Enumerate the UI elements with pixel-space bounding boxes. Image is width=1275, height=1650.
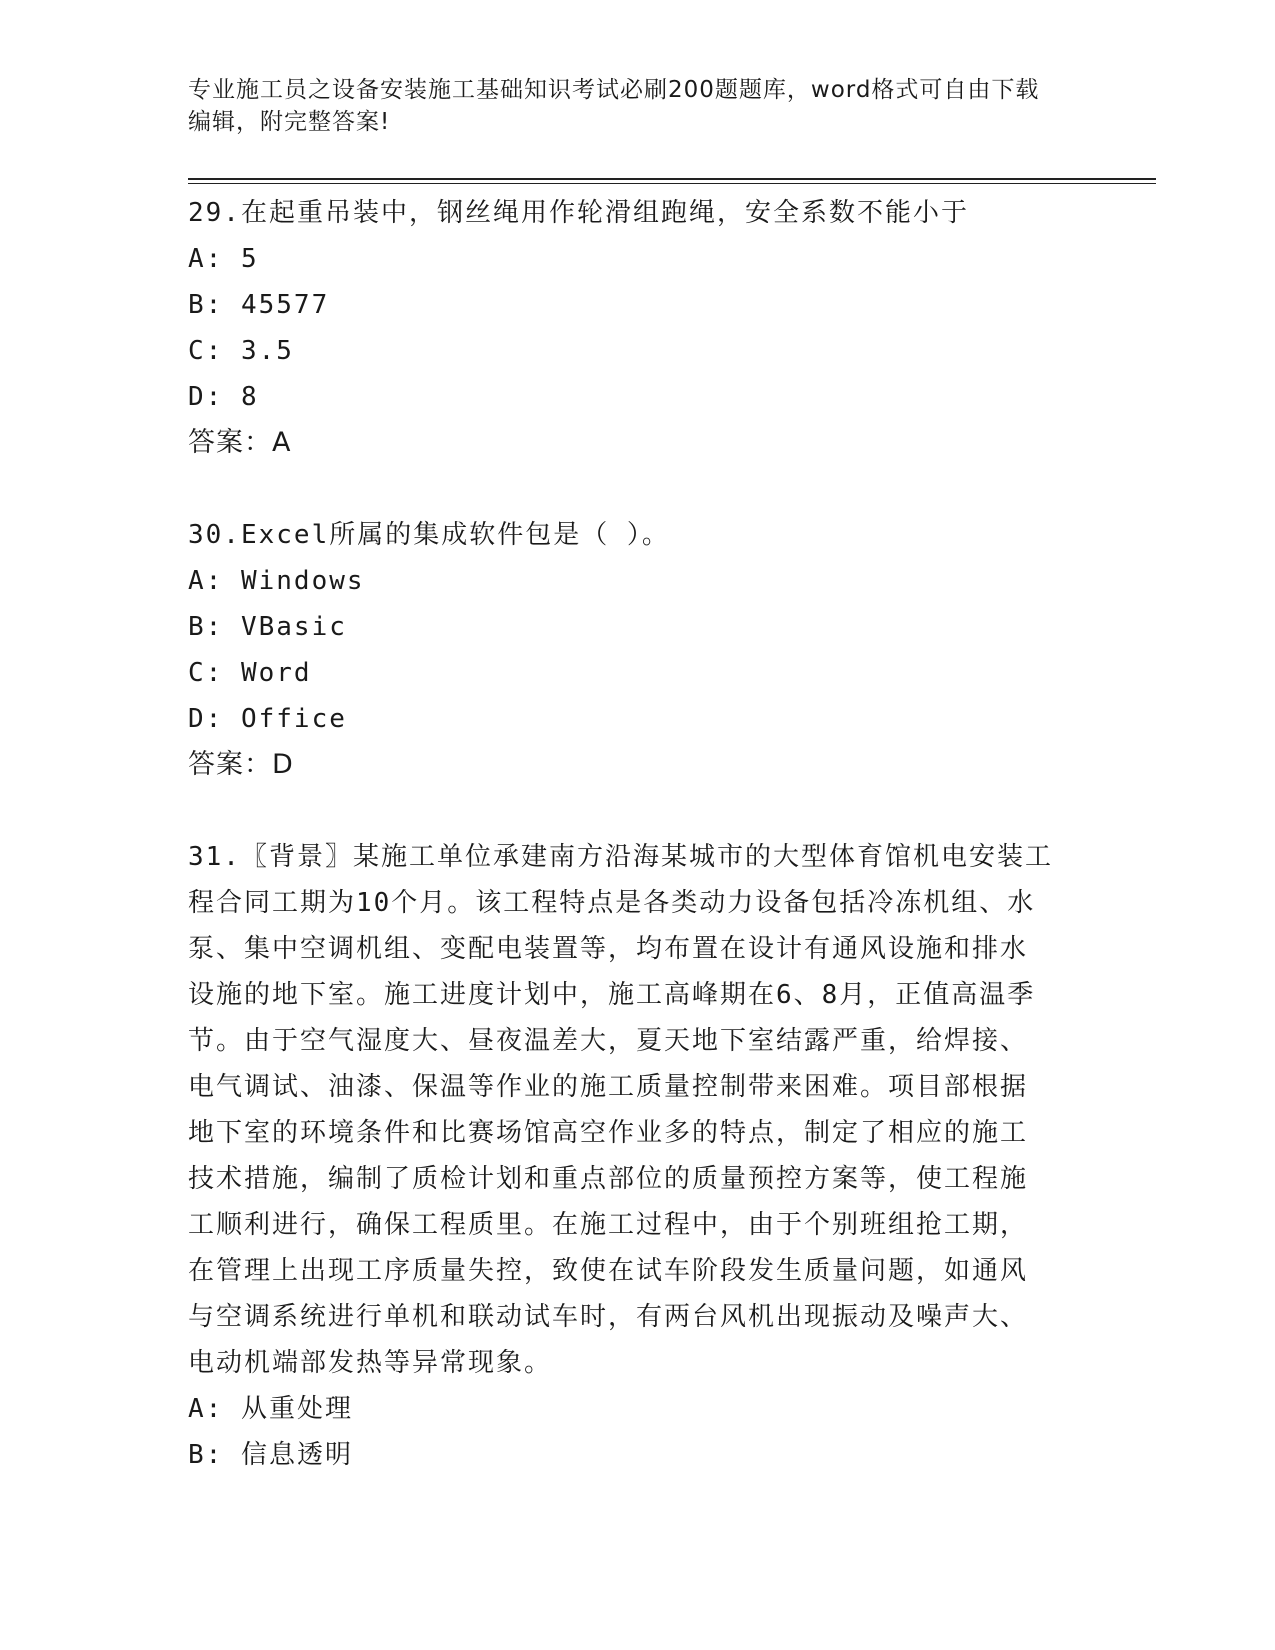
question-stem-line: 与空调系统进行单机和联动试车时，有两台风机出现振动及噪声大、 (188, 1302, 1029, 1332)
option-a: A: 从重处理 (188, 1394, 353, 1424)
question-31 (188, 834, 1078, 1478)
header-divider-thick (188, 178, 1156, 180)
question-stem-line: 程合同工期为10个月。该工程特点是各类动力设备包括冷冻机组、水 (188, 888, 1036, 918)
question-stem: 30.Excel所属的集成软件包是（ ）。 (188, 520, 670, 550)
header-title-line-1: 专业施工员之设备安装施工基础知识考试必刷200题题库，word格式可自由下载 (188, 77, 1040, 103)
spacer (188, 788, 1078, 834)
question-stem: 29.在起重吊装中，钢丝绳用作轮滑组跑绳，安全系数不能小于 (188, 198, 969, 228)
answer-label: 答案：D (188, 749, 294, 780)
option-b: B: 45577 (188, 290, 330, 320)
option-b: B: 信息透明 (188, 1440, 353, 1470)
option-a: A: Windows (188, 566, 365, 596)
option-c: C: 3.5 (188, 336, 294, 366)
answer-label: 答案：A (188, 427, 292, 458)
spacer (188, 466, 1078, 512)
question-stem-line: 电气调试、油漆、保温等作业的施工质量控制带来困难。项目部根据 (188, 1072, 1029, 1102)
question-stem-line: 泵、集中空调机组、变配电装置等，均布置在设计有通风设施和排水 (188, 934, 1029, 964)
question-list (188, 190, 1078, 1478)
question-stem-line: 技术措施，编制了质检计划和重点部位的质量预控方案等，使工程施 (188, 1164, 1029, 1194)
question-30 (188, 512, 1078, 788)
question-29 (188, 190, 1078, 466)
option-a: A: 5 (188, 244, 259, 274)
question-stem-line: 工顺利进行，确保工程质里。在施工过程中，由于个别班组抢工期， (188, 1210, 1029, 1240)
question-stem-line: 31.〖背景〗某施工单位承建南方沿海某城市的大型体育馆机电安装工 (188, 842, 1053, 872)
option-c: C: Word (188, 658, 312, 688)
document-header (188, 74, 1068, 138)
question-stem-line: 电动机端部发热等异常现象。 (188, 1348, 553, 1378)
option-d: D: 8 (188, 382, 259, 412)
option-d: D: Office (188, 704, 347, 734)
question-stem-line: 在管理上出现工序质量失控，致使在试车阶段发生质量问题，如通风 (188, 1256, 1029, 1286)
header-title-line-2: 编辑，附完整答案! (188, 109, 391, 135)
header-divider-thin (188, 183, 1156, 184)
question-stem-line: 节。由于空气湿度大、昼夜温差大，夏天地下室结露严重，给焊接、 (188, 1026, 1029, 1056)
question-stem-line: 地下室的环境条件和比赛场馆高空作业多的特点，制定了相应的施工 (188, 1118, 1029, 1148)
option-b: B: VBasic (188, 612, 347, 642)
question-stem-line: 设施的地下室。施工进度计划中，施工高峰期在6、8月，正值高温季 (188, 980, 1036, 1010)
